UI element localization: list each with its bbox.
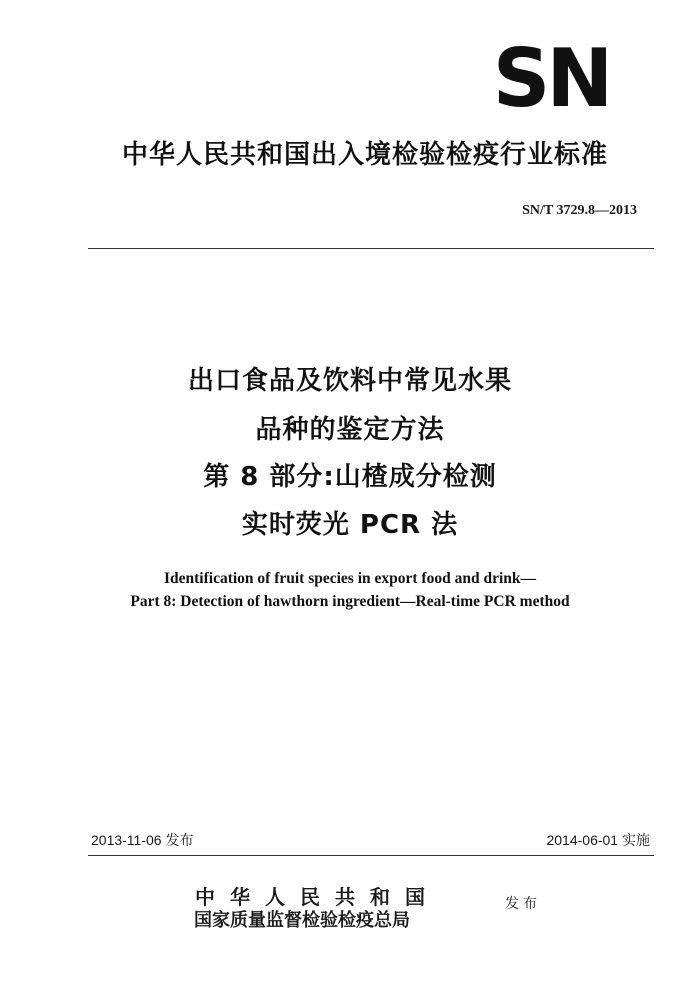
cn-title-line-2: 品种的鉴定方法 (255, 415, 445, 445)
en-title-line-2: Part 8: Detection of hawthorn ingredient—Real-time PCR method (130, 593, 570, 610)
top-divider (88, 248, 654, 249)
sn-logo: SN (492, 32, 610, 125)
en-title-line-1: Identification of fruit species in export food and drink— (163, 570, 536, 587)
issuer-line-2: 国家质量监督检验检疫总局 (194, 910, 410, 931)
implementation-date: 2014-06-01 实施 (546, 832, 650, 848)
industry-standard-title: 中华人民共和国出入境检验检疫行业标准 (121, 140, 608, 170)
issue-date: 2013-11-06 发布 (91, 832, 194, 848)
publish-label: 发布 (505, 896, 541, 912)
cn-title-line-1: 出口食品及饮料中常见水果 (187, 366, 512, 396)
cn-title-line-4: 实时荧光 PCR 法 (241, 510, 459, 540)
bottom-divider (88, 855, 654, 856)
standard-number: SN/T 3729.8—2013 (522, 203, 637, 218)
issuer-line-1: 中华人民共和国 (195, 885, 440, 909)
cn-title-line-3: 第 8 部分:山楂成分检测 (203, 462, 497, 492)
